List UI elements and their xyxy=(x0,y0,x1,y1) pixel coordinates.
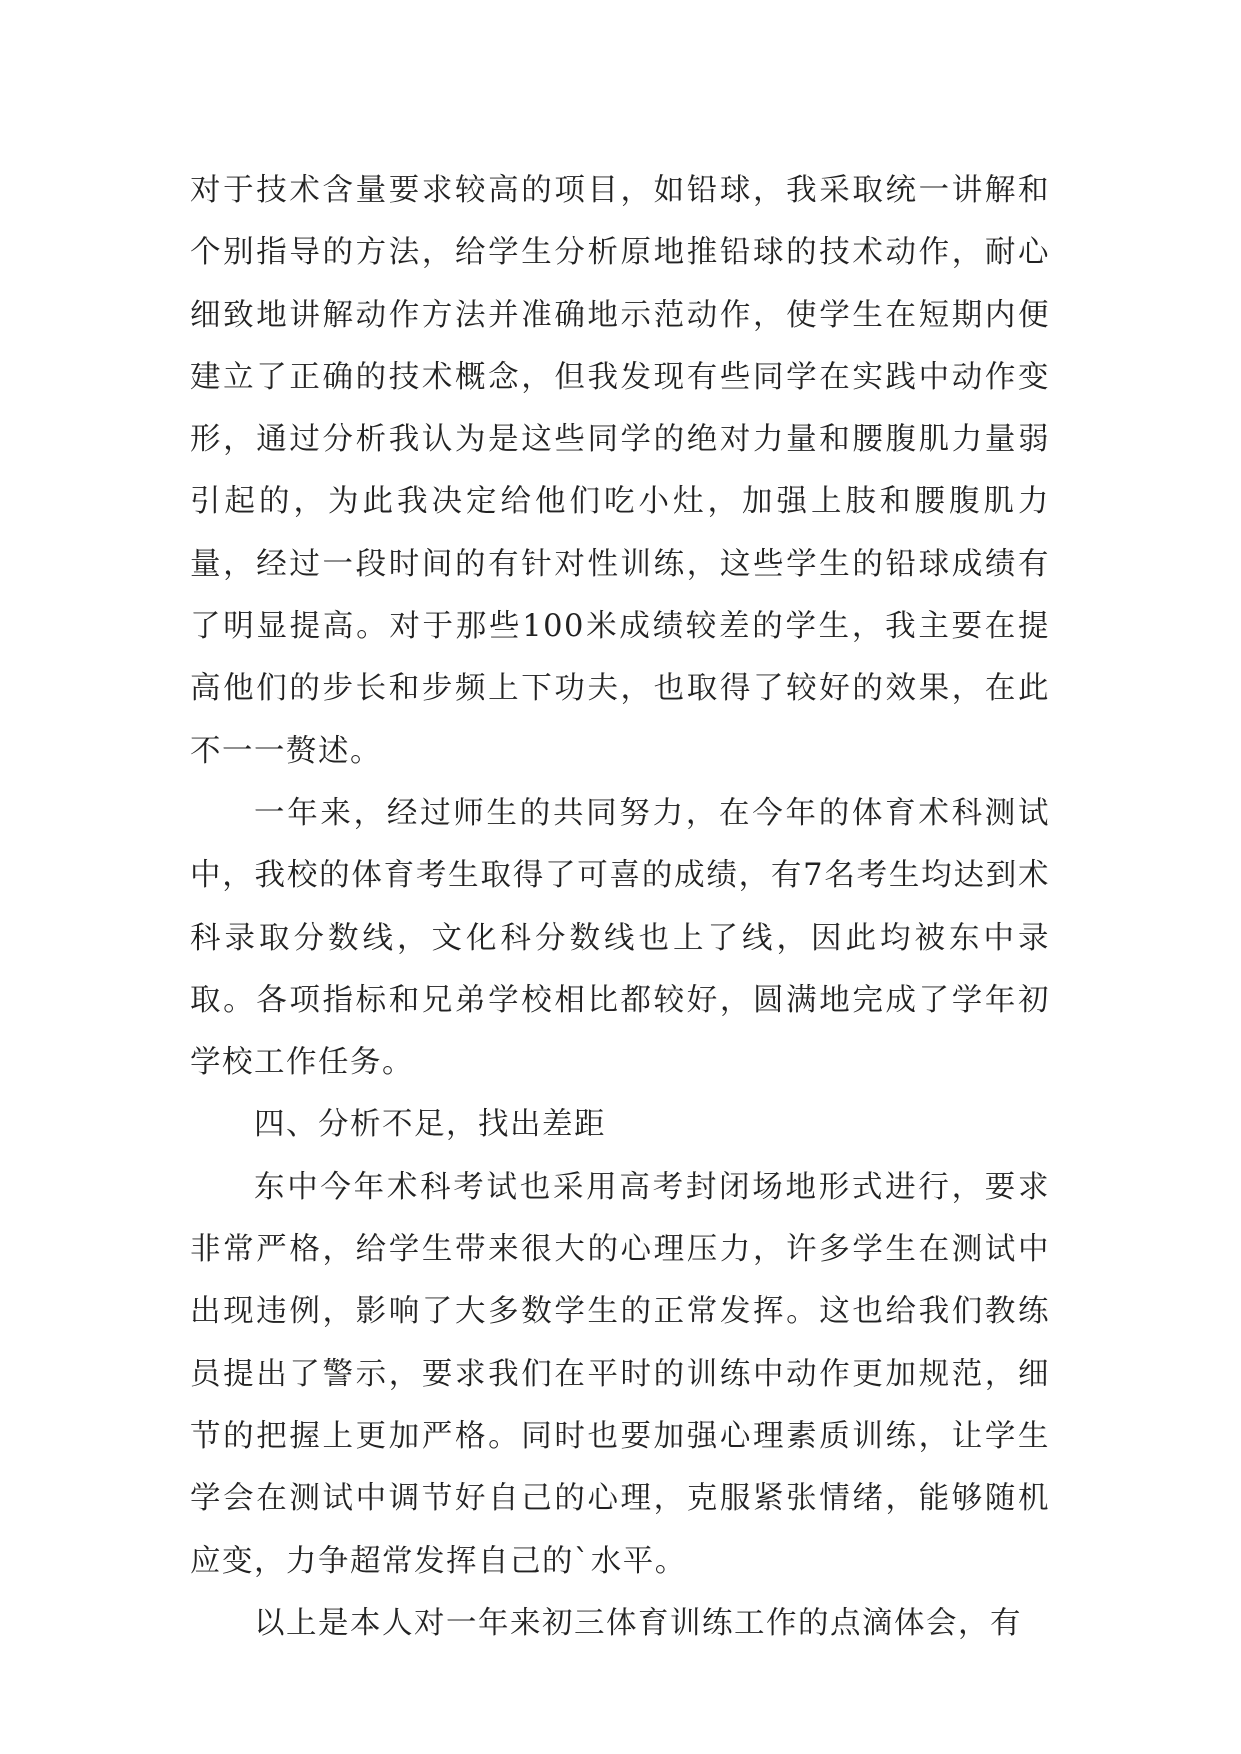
paragraph-conclusion: 以上是本人对一年来初三体育训练工作的点滴体会，有 xyxy=(254,1605,1022,1641)
paragraph-shortcomings: 东中今年术科考试也采用高考封闭场地形式进行，要求非常严格，给学生带来很大的心理压力，许多学生在测试中出现违例，影响了大多数学生的正常发挥。这也给我们教练员提出了警示，要求我们在平时的训练中动作更加规范，细节的把握上更加严格。同时也要加强心理素质训练，让学生学会在测试中调节好自己的心理，克服紧张情绪，能够随机应变，力争超常发挥自己的`水平。 xyxy=(190,1169,1050,1579)
paragraph-shotput-training: 对于技术含量要求较高的项目，如铅球，我采取统一讲解和个别指导的方法，给学生分析原地推铅球的技术动作，耐心细致地讲解动作方法并准确地示范动作，使学生在短期内便建立了正确的技术概念，但我发现有些同学在实践中动作变形，通过分析我认为是这些同学的绝对力量和腰腹肌力量弱引起的，为此我决定给他们吃小灶，加强上肢和腰腹肌力量，经过一段时间的有针对性训练，这些学生的铅球成绩有了明显提高。对于那些100米成绩较差的学生，我主要在提高他们的步长和步频上下功夫，也取得了较好的效果，在此不一一赘述。 xyxy=(190,173,1050,769)
document-page xyxy=(190,160,1050,1655)
paragraph-results: 一年来，经过师生的共同努力，在今年的体育术科测试中，我校的体育考生取得了可喜的成绩，有7名考生均达到术科录取分数线，文化科分数线也上了线，因此均被东中录取。各项指标和兄弟学校相比都较好，圆满地完成了学年初学校工作任务。 xyxy=(190,795,1050,1081)
section-heading: 四、分析不足，找出差距 xyxy=(254,1107,606,1143)
